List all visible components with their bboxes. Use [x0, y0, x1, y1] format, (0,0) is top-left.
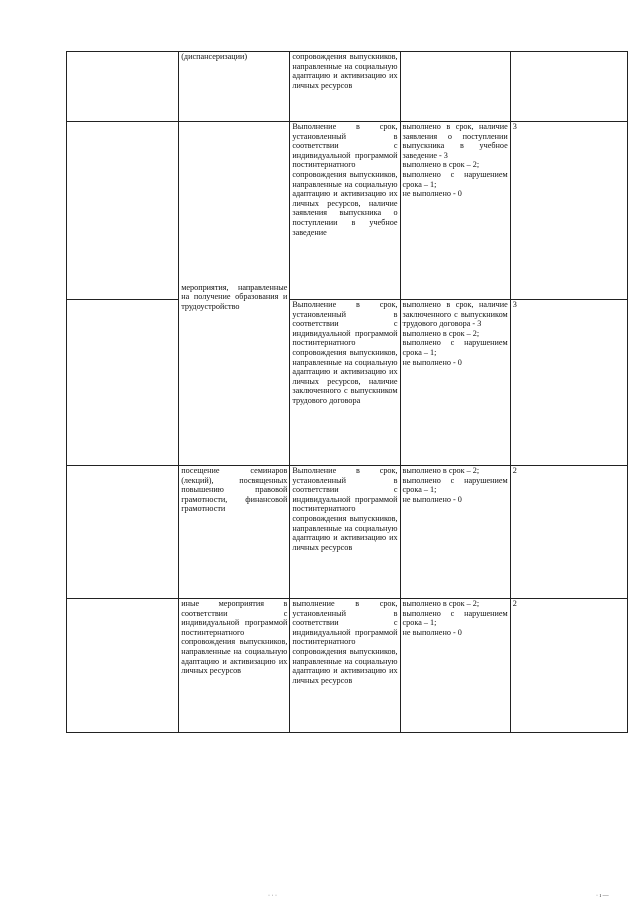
- score-cell: 3: [510, 300, 627, 466]
- indicator-cell: Выполнение в срок, установленный в соответствии с индивидуальной программой постинтернатного сопровождения выпускников, направленные на социальную адаптацию и активизацию их личных ресурсов: [290, 466, 400, 599]
- indicator-cell: сопровождения выпускников, направленные на социальную адаптацию и активизацию их личных ресурсов: [290, 52, 400, 122]
- indicator-cell: выполнение в срок, установленный в соответствии с индивидуальной программой постинтернатного сопровождения выпускников, направленные на социальную адаптацию и активизацию их личных ресурсов: [290, 599, 400, 733]
- criteria-table: [66, 51, 628, 733]
- score-cell: [510, 52, 627, 122]
- table-row: [67, 122, 628, 300]
- indicator-cell: Выполнение в срок, установленный в соответствии с индивидуальной программой постинтернатного сопровождения выпускников, направленные на социальную адаптацию и активизацию их личных ресурсов, наличие заявления выпускника о поступлении в учебное заведение: [290, 122, 400, 300]
- evaluation-cell: выполнено в срок, наличие заключенного с выпускником трудового договора - 3 выполнено в срок – 2; выполнено с нарушением срока – 1; не выполнено - 0: [400, 300, 510, 466]
- evaluation-cell: [400, 52, 510, 122]
- merged-criterion-text: мероприятия, направленные на получение образования и трудоустройство: [181, 282, 288, 311]
- empty-cell: [67, 52, 179, 122]
- empty-cell: [67, 599, 179, 733]
- criterion-cell: (диспансеризации): [179, 52, 290, 122]
- evaluation-cell: выполнено в срок, наличие заявления о поступлении выпускника в учебное заведение - 3 выполнено в срок – 2; выполнено с нарушением срока – 1; не выполнено - 0: [400, 122, 510, 300]
- score-cell: 3: [510, 122, 627, 300]
- evaluation-cell: выполнено в срок – 2; выполнено с нарушением срока – 1; не выполнено - 0: [400, 466, 510, 599]
- footer-mark-left: · · ·: [268, 893, 277, 899]
- indicator-cell: Выполнение в срок, установленный в соответствии с индивидуальной программой постинтернатного сопровождения выпускников, направленные на социальную адаптацию и активизацию их личных ресурсов, наличие заключенного с выпускником трудового договора: [290, 300, 400, 466]
- empty-cell: [67, 122, 179, 300]
- table-row: [67, 599, 628, 733]
- criterion-cell: посещение семинаров (лекций), посвященных повышению правовой грамотности, финансовой грамотности: [179, 466, 290, 599]
- criterion-cell: иные мероприятия в соответствии с индивидуальной программой постинтернатного сопровождения выпускников, направленные на социальную адаптацию и активизацию их личных ресурсов: [179, 599, 290, 733]
- table-row: [67, 466, 628, 599]
- table-row: [67, 300, 628, 466]
- empty-cell: [67, 300, 179, 466]
- evaluation-cell: выполнено в срок – 2; выполнено с нарушением срока – 1; не выполнено - 0: [400, 599, 510, 733]
- footer-mark-right: · ı —: [596, 893, 609, 899]
- empty-cell: [67, 466, 179, 599]
- score-cell: 2: [510, 466, 627, 599]
- table-row: [67, 52, 628, 122]
- criterion-cell: [179, 122, 290, 466]
- score-cell: 2: [510, 599, 627, 733]
